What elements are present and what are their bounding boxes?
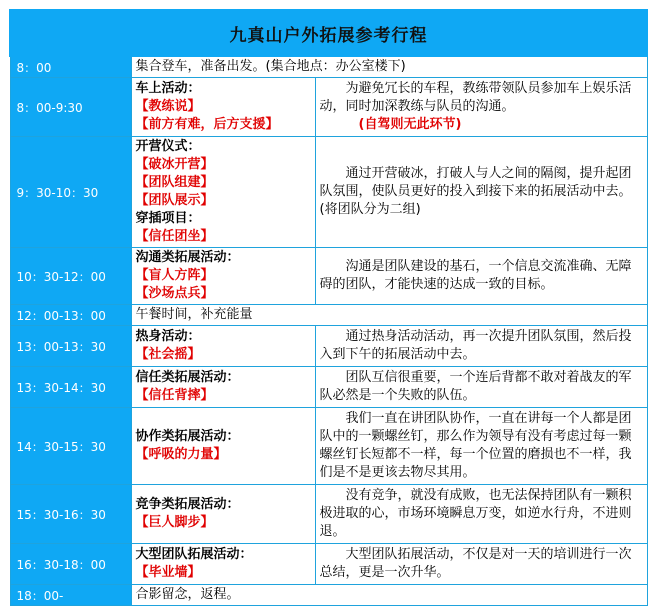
time-cell: 14：30-15：30	[10, 408, 131, 485]
activity-cell	[131, 78, 315, 137]
activity-category: 信任类拓展活动：	[135, 370, 240, 385]
activity-name: 【团队组建】	[135, 175, 214, 190]
time-cell: 13：30-14：30	[10, 367, 131, 408]
description-text: 通过开营破冰，打破人与人之间的隔阂，提升起团队氛围，使队员更好的投入到接下来的拓展活动中去。(将团队分为二组)	[319, 166, 632, 217]
activity-name: 【教练说】	[135, 99, 201, 114]
time-cell: 9：30-10：30	[10, 137, 131, 248]
description-cell	[315, 367, 647, 408]
schedule-row	[10, 544, 647, 585]
description-cell	[315, 326, 647, 367]
time-cell: 8：00-9:30	[10, 78, 131, 137]
description-cell	[315, 408, 647, 485]
schedule-row	[10, 367, 647, 408]
description-text: 大型团队拓展活动，不仅是对一天的培训进行一次总结，更是一次升华。	[319, 547, 632, 580]
activity-category: 开营仪式：	[135, 139, 201, 154]
activity-name: 【巨人脚步】	[135, 515, 214, 530]
time-cell: 13：00-13：30	[10, 326, 131, 367]
activity-cell	[131, 248, 315, 305]
schedule-row	[10, 137, 647, 248]
description-cell	[315, 485, 647, 544]
schedule-row	[10, 326, 647, 367]
description-text: 通过热身活动活动，再一次提升团队氛围，然后投入到下午的拓展活动中去。	[319, 329, 632, 362]
activity-name: 【信任背摔】	[135, 388, 214, 403]
activity-name: 【盲人方阵】	[135, 268, 214, 283]
activity-cell	[131, 326, 315, 367]
activity-name: 【前方有难，后方支援】	[135, 117, 279, 132]
schedule-row	[10, 305, 647, 326]
title-row	[10, 10, 647, 56]
activity-name: 【沙场点兵】	[135, 286, 214, 301]
description-cell	[315, 137, 647, 248]
activity-note: 合影留念，返程。	[131, 585, 647, 606]
schedule-row	[10, 78, 647, 137]
activity-cell	[131, 367, 315, 408]
schedule-row	[10, 485, 647, 544]
schedule-title: 九真山户外拓展参考行程	[10, 10, 647, 56]
schedule-row	[10, 248, 647, 305]
description-text: 为避免冗长的车程，教练带领队员参加车上娱乐活动，同时加深教练与队员的沟通。	[319, 81, 632, 114]
description-cell	[315, 544, 647, 585]
schedule-row	[10, 408, 647, 485]
time-cell: 18：00-	[10, 585, 131, 606]
time-cell: 8：00	[10, 56, 131, 78]
activity-name: 【团队展示】	[135, 193, 214, 208]
description-text: 沟通是团队建设的基石，一个信息交流准确、无障碍的团队，才能快速的达成一致的目标。	[319, 259, 632, 292]
activity-name: 【信任团坐】	[135, 229, 214, 244]
activity-category: 竞争类拓展活动：	[135, 497, 240, 512]
activity-cell	[131, 408, 315, 485]
activity-category: 沟通类拓展活动：	[135, 250, 240, 265]
activity-category: 车上活动：	[135, 81, 201, 96]
time-cell: 16：30-18：00	[10, 544, 131, 585]
activity-category: 穿插项目：	[135, 211, 201, 226]
description-cell	[315, 78, 647, 137]
description-text: 团队互信很重要，一个连后背都不敢对着战友的军队必然是一个失败的队伍。	[319, 370, 632, 403]
activity-name: 【毕业墙】	[135, 565, 201, 580]
schedule-row	[10, 585, 647, 606]
activity-category: 热身活动：	[135, 329, 201, 344]
activity-note: 午餐时间，补充能量	[131, 305, 647, 326]
description-note: (自驾则无此环节)	[358, 117, 462, 132]
description-text: 我们一直在讲团队协作，一直在讲每一个人都是团队中的一颗螺丝钉，那么作为领导有没有考虑过每一颗螺丝钉长短都不一样，每一个位置的磨损也不一样，我们是不是更该去物尽其用。	[319, 411, 632, 480]
time-cell: 15：30-16：30	[10, 485, 131, 544]
activity-category: 大型团队拓展活动：	[135, 547, 253, 562]
time-cell: 10：30-12：00	[10, 248, 131, 305]
activity-cell	[131, 544, 315, 585]
activity-name: 【社会摇】	[135, 347, 201, 362]
time-cell: 12：00-13：00	[10, 305, 131, 326]
activity-name: 【呼吸的力量】	[135, 447, 227, 462]
schedule-row	[10, 56, 647, 78]
activity-name: 【破冰开营】	[135, 157, 214, 172]
schedule-table	[9, 9, 648, 606]
activity-category: 协作类拓展活动：	[135, 429, 240, 444]
description-cell	[315, 248, 647, 305]
activity-cell	[131, 485, 315, 544]
activity-note: 集合登车，准备出发。(集合地点：办公室楼下)	[131, 56, 647, 78]
description-text: 没有竞争，就没有成败，也无法保持团队有一颗积极进取的心，市场环境瞬息万变，如逆水行舟，不进则退。	[319, 488, 632, 539]
activity-cell	[131, 137, 315, 248]
